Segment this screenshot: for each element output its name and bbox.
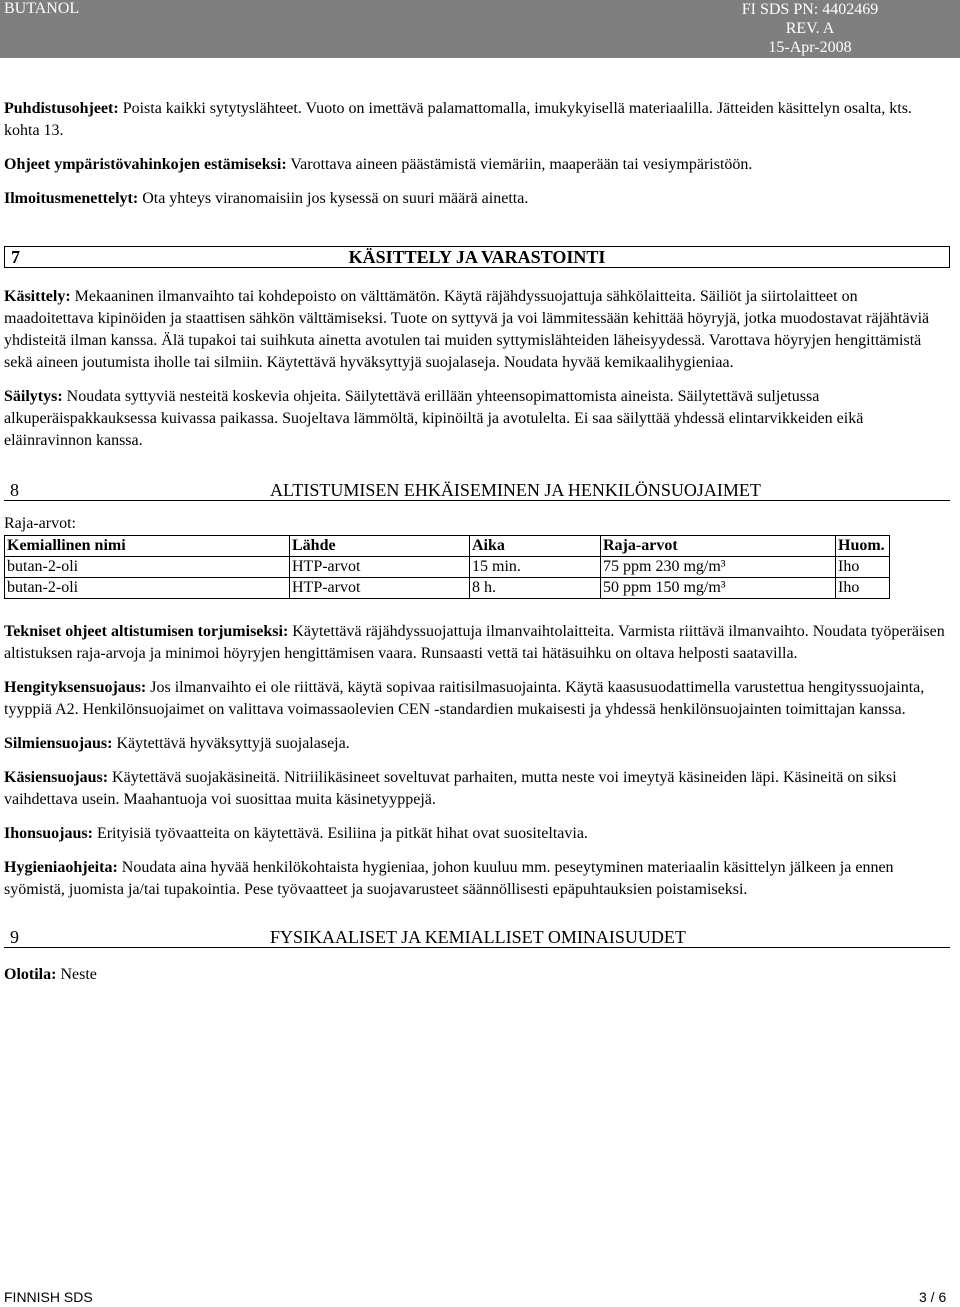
respiratory-paragraph (4, 677, 950, 721)
section-9-title: FYSIKAALISET JA KEMIALLISET OMINAISUUDET (270, 927, 686, 947)
table-header-cell: Aika (470, 536, 601, 557)
eye-protection-paragraph (4, 733, 950, 755)
table-cell: butan-2-oli (5, 557, 290, 578)
table-cell: 75 ppm 230 mg/m³ (601, 557, 836, 578)
section-8-number: 8 (10, 480, 19, 500)
document-id: FI SDS PN: 4402469 (741, 1, 879, 18)
revision-date: 15-Apr-2008 (768, 39, 852, 56)
notification-paragraph (4, 188, 950, 210)
table-row (5, 557, 890, 578)
document-info (730, 0, 890, 57)
hand-protection-label: Käsiensuojaus: (4, 769, 109, 786)
physical-state-paragraph (4, 964, 950, 986)
skin-protection-text: Erityisiä työvaatteita on käytettävä. Esiliina ja pitkät hihat ovat suositeltavia. (96, 825, 588, 842)
section-8-heading (4, 480, 950, 501)
table-cell: HTP-arvot (290, 578, 470, 599)
handling-text: Mekaaninen ilmanvaihto tai kohdepoisto on välttämätön. Käytä räjähdyssuojattuja sähkölaitteita. Säiliöt ja siirtolaitteet on maadoitettava kipinöiden ja staattisen sähkön välttämiseksi. Tuote on syttyvä ja voi lämmitessään kehittää höyryjä, jotka muodostavat räjähtäviä yhdisteitä ilman kanssa. Älä tupakoi tai suihkuta ainetta avotulen tai muiden syttymislähteiden läheisyydessä. Varottava höyryjen hengittämistä sekä aineen joutumista iholle tai silmiin. Käytettävä hyväksyttyjä suojalaseja. Noudata hyvää kemikaalihygieniaa. (4, 288, 930, 371)
notification-label: Ilmoitusmenettelyt: (4, 190, 139, 207)
storage-label: Säilytys: (4, 388, 63, 405)
document-body (4, 98, 950, 998)
physical-state-label: Olotila: (4, 966, 57, 983)
eye-protection-label: Silmiensuojaus: (4, 735, 113, 752)
table-cell: 15 min. (470, 557, 601, 578)
section-7-title: KÄSITTELY JA VARASTOINTI (348, 247, 606, 267)
table-header-cell: Lähde (290, 536, 470, 557)
respiratory-text: Jos ilmanvaihto ei ole riittävä, käytä sopivaa raitisilmasuojainta. Käytä kaasusuodattimella varustettua hengityssuojainta, tyyppiä A2. Henkilönsuojaimet on valittava voimassaolevien CEN -standardien mukaisesti ja yhdessä henkilönsuojainten toimittajan kanssa. (4, 679, 925, 718)
section-7-number: 7 (11, 247, 20, 267)
hand-protection-paragraph (4, 767, 950, 811)
section-9-heading (4, 927, 950, 948)
eye-protection-text: Käytettävä hyväksyttyjä suojalaseja. (116, 735, 350, 752)
table-cell: butan-2-oli (5, 578, 290, 599)
table-header-row (5, 536, 890, 557)
skin-protection-paragraph (4, 823, 950, 845)
cleanup-text: Poista kaikki sytytyslähteet. Vuoto on imettävä palamattomalla, imukykyisellä materiaalilla. Jätteiden käsittelyn osalta, kts. kohta 13. (4, 100, 912, 139)
handling-paragraph (4, 286, 950, 374)
section-7-heading (4, 246, 950, 268)
table-cell: HTP-arvot (290, 557, 470, 578)
cleanup-label: Puhdistusohjeet: (4, 100, 119, 117)
limits-label: Raja-arvot: (4, 515, 76, 532)
table-row (5, 578, 890, 599)
hand-protection-text: Käytettävä suojakäsineitä. Nitriilikäsineet soveltuvat parhaiten, mutta neste voi imeytyä käsineiden läpi. Käsineitä on siksi vaihdettava usein. Maahantuoja voi suosittaa muita käsinetyyppejä. (4, 769, 897, 808)
storage-text: Noudata syttyviä nesteitä koskevia ohjeita. Säilytettävä erillään yhteensopimattomista aineista. Säilytettävä suljetussa alkuperäispakkauksessa kuivassa paikassa. Suojeltava lämmöltä, kipinöiltä ja avotulelta. Ei saa säilyttää yhdessä elintarvikkeiden eikä eläinravinnon kanssa. (4, 388, 864, 449)
table-cell: Iho (836, 578, 890, 599)
section-8-title: ALTISTUMISEN EHKÄISEMINEN JA HENKILÖNSUOJAIMET (270, 480, 761, 500)
footer-document-type: FINNISH SDS (4, 1289, 93, 1305)
environment-label: Ohjeet ympäristövahinkojen estämiseksi: (4, 156, 287, 173)
storage-paragraph (4, 386, 950, 452)
environment-paragraph (4, 154, 950, 176)
respiratory-label: Hengityksensuojaus: (4, 679, 147, 696)
product-name: BUTANOL (4, 0, 80, 17)
hygiene-text: Noudata aina hyvää henkilökohtaista hygieniaa, johon kuuluu mm. peseytyminen materiaalin käsittelyn jälkeen ja ennen syömistä, juomista ja/tai tupakointia. Pese työvaatteet ja suojavarusteet säännöllisesti epäpuhtauksien poistamiseksi. (4, 859, 894, 898)
table-cell: 50 ppm 150 mg/m³ (601, 578, 836, 599)
cleanup-paragraph (4, 98, 950, 142)
exposure-limits-table (4, 535, 890, 599)
handling-label: Käsittely: (4, 288, 71, 305)
technical-paragraph (4, 621, 950, 665)
technical-label: Tekniset ohjeet altistumisen torjumiseksi: (4, 623, 289, 640)
table-header-cell: Kemiallinen nimi (5, 536, 290, 557)
environment-text: Varottava aineen päästämistä viemäriin, maaperään tai vesiympäristöön. (290, 156, 753, 173)
section-9-number: 9 (10, 927, 19, 947)
skin-protection-label: Ihonsuojaus: (4, 825, 93, 842)
table-cell: 8 h. (470, 578, 601, 599)
table-header-cell: Raja-arvot (601, 536, 836, 557)
table-header-cell: Huom. (836, 536, 890, 557)
hygiene-paragraph (4, 857, 950, 901)
revision: REV. A (785, 20, 835, 37)
footer-page-number: 3 / 6 (919, 1289, 947, 1305)
notification-text: Ota yhteys viranomaisiin jos kysessä on suuri määrä ainetta. (142, 190, 529, 207)
table-cell: Iho (836, 557, 890, 578)
physical-state-text: Neste (60, 966, 97, 983)
technical-text: Käytettävä räjähdyssuojattuja ilmanvaihtolaitteita. Varmista riittävä ilmanvaihto. Noudata työperäisen altistuksen raja-arvoja ja minimoi höyryjen hengittämisen vaara. Runsaasti vettä tai hätäsuihku on oltava helposti saatavilla. (4, 623, 945, 662)
hygiene-label: Hygieniaohjeita: (4, 859, 118, 876)
